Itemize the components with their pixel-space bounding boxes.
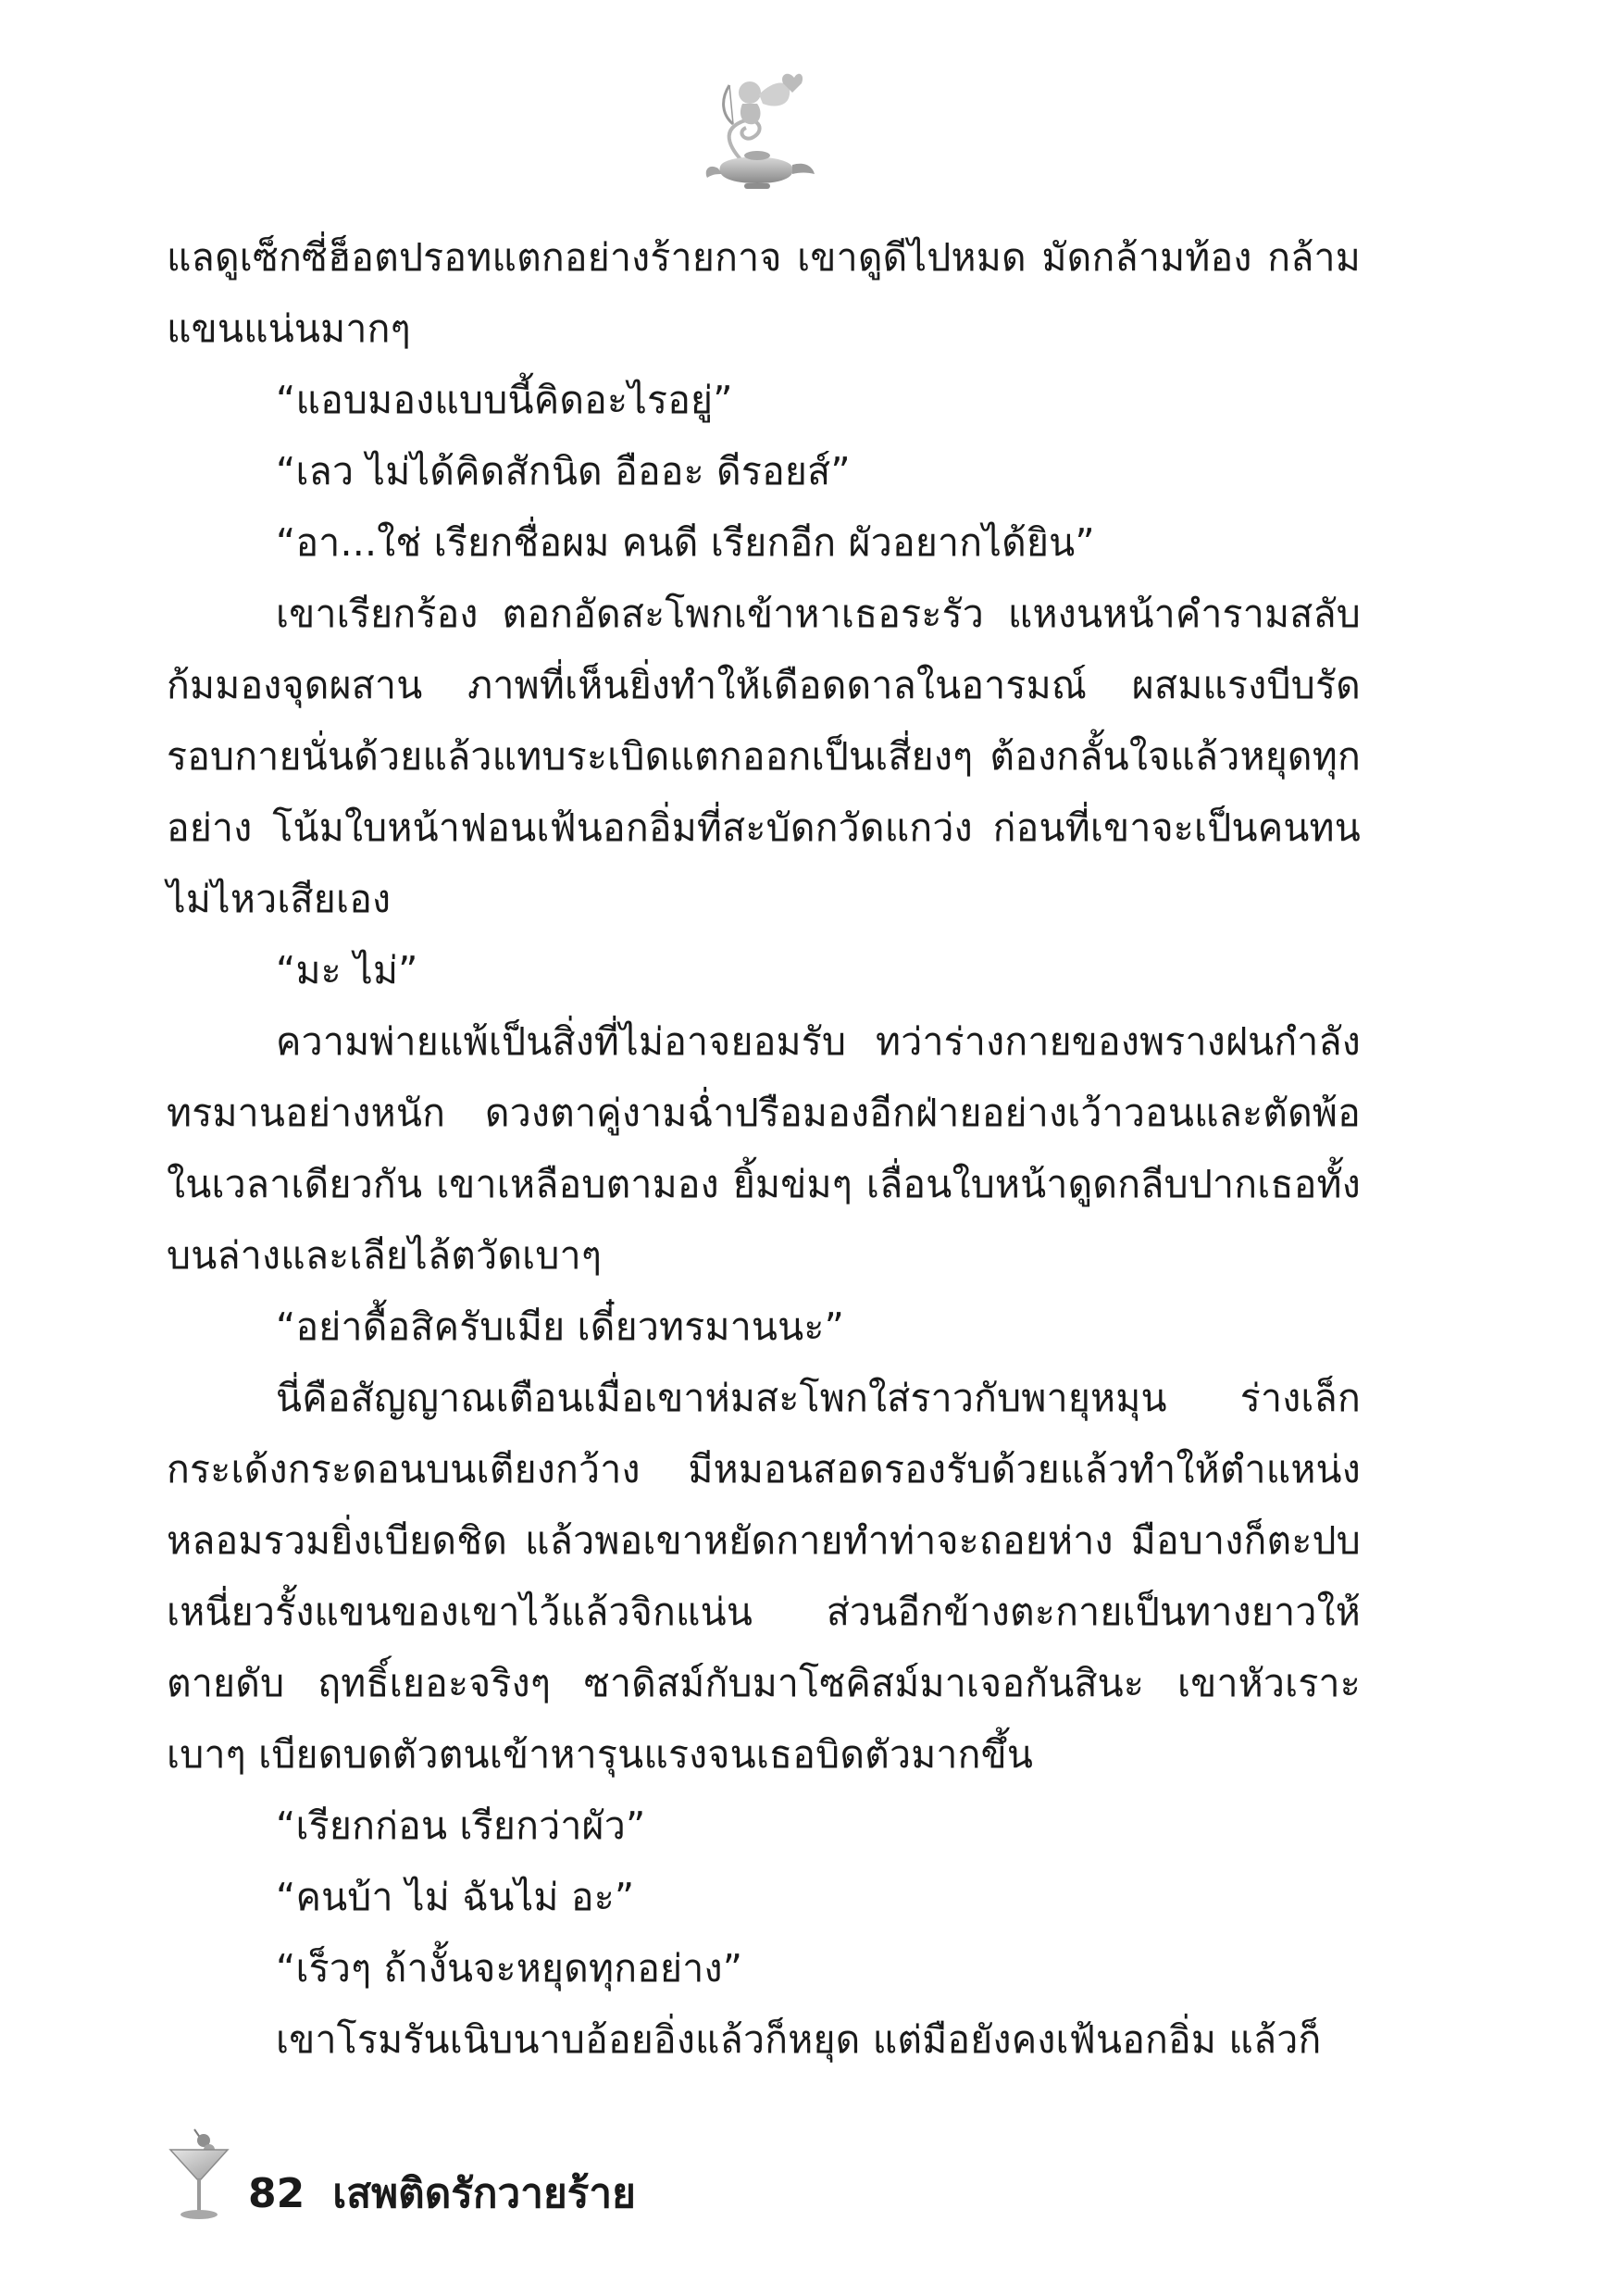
page-footer xyxy=(167,2120,636,2222)
book-title: เสพติดรักวายร้าย xyxy=(332,2170,636,2217)
martini-glass-icon xyxy=(167,2122,231,2222)
page-number: 82 xyxy=(248,2170,305,2217)
paragraph: นี่คือสัญญาณเตือนเมื่อเขาห่มสะโพกใส่ราวกับพายุหมุน ร่างเล็กกระเด้งกระดอนบนเตียงกว้าง มีหมอนสอดรองรับด้วยแล้วทำให้ตำแหน่งหลอมรวมยิ่งเบียดชิด แล้วพอเขาหยัดกายทำท่าจะถอยห่าง มือบางก็ตะปบเหนี่ยวรั้งแขนของเขาไว้แล้วจิกแน่น ส่วนอีกข้างตะกายเป็นทางยาวให้ตายดับ ฤทธิ์เยอะจริงๆ ซาดิสม์กับมาโซคิสม์มาเจอกันสินะ เขาหัวเราะเบาๆ เบียดบดตัวตนเข้าหารุนแรงจนเธอบิดตัวมากขึ้น xyxy=(167,1376,1361,1777)
dialogue-line: “แอบมองแบบนี้คิดอะไรอยู่” xyxy=(276,378,733,422)
paragraph: เขาเรียกร้อง ตอกอัดสะโพกเข้าหาเธอระรัว แหงนหน้าคำรามสลับก้มมองจุดผสาน ภาพที่เห็นยิ่งทำให้เดือดดาลในอารมณ์ ผสมแรงบีบรัดรอบกายนั่นด้วยแล้วแทบระเบิดแตกออกเป็นเสี่ยงๆ ต้องกลั้นใจแล้วหยุดทุกอย่าง โน้มใบหน้าฟอนเฟ้นอกอิ่มที่สะบัดกวัดแกว่ง ก่อนที่เขาจะเป็นคนทนไม่ไหวเสียเอง xyxy=(167,592,1361,921)
paragraph: เขาโรมรันเนิบนาบอ้อยอิ่งแล้วก็หยุด แต่มือยังคงเฟ้นอกอิ่ม แล้วก็ xyxy=(276,2017,1322,2062)
dialogue-line: “คนบ้า ไม่ ฉันไม่ อะ” xyxy=(276,1875,635,1919)
page-body xyxy=(167,222,1361,2076)
dialogue-line: “เลว ไม่ได้คิดสักนิด อืออะ ดีรอยส์” xyxy=(276,449,851,493)
dialogue-line: “เรียกก่อน เรียกว่าผัว” xyxy=(276,1803,646,1848)
paragraph: ความพ่ายแพ้เป็นสิ่งที่ไม่อาจยอมรับ ทว่าร่างกายของพรางฝนกำลังทรมานอย่างหนัก ดวงตาคู่งามฉ่ำปรือมองอีกฝ่ายอย่างเว้าวอนและตัดพ้อในเวลาเดียวกัน เขาเหลือบตามอง ยิ้มข่มๆ เลื่อนใบหน้าดูดกลีบปากเธอทั้งบนล่างและเลียไล้ตวัดเบาๆ xyxy=(167,1019,1361,1278)
dialogue-line: “อย่าดื้อสิครับเมีย เดี๋ยวทรมานนะ” xyxy=(276,1304,845,1349)
dialogue-line: “เร็วๆ ถ้างั้นจะหยุดทุกอย่าง” xyxy=(276,1946,743,1990)
paragraph-continuation: แลดูเซ็กซี่ฮ็อตปรอทแตกอย่างร้ายกาจ เขาดูดีไปหมด มัดกล้ามท้อง กล้ามแขนแน่นมากๆ xyxy=(167,235,1361,351)
dialogue-line: “มะ ไม่” xyxy=(276,948,418,992)
dialogue-line: “อา...ใช่ เรียกชื่อผม คนดี เรียกอีก ผัวอยากได้ยิน” xyxy=(276,520,1095,565)
cupid-genie-lamp-icon xyxy=(692,57,822,196)
